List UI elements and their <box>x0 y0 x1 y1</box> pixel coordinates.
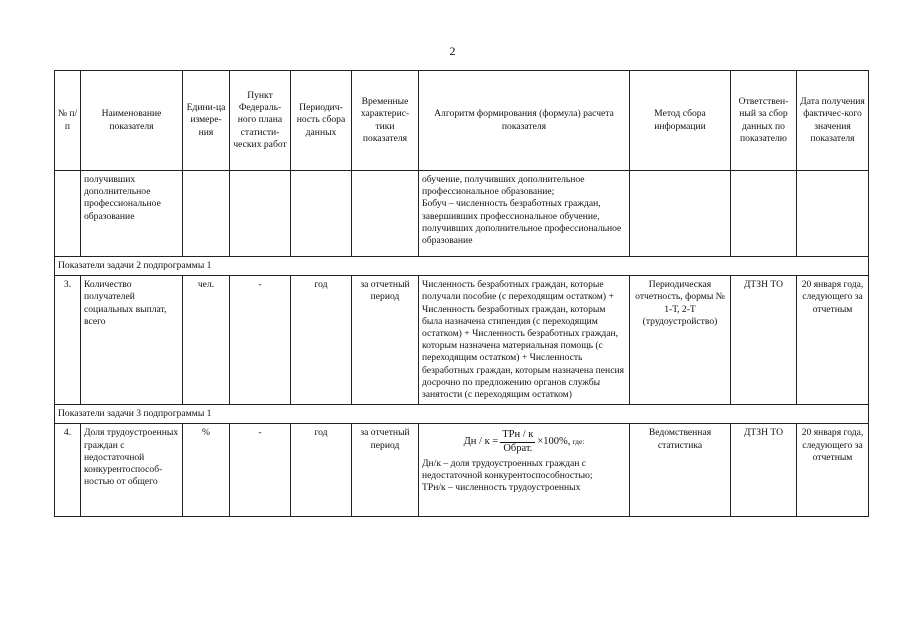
page-number: 2 <box>449 44 456 58</box>
header-row <box>55 71 869 171</box>
header-plan-item: Пункт Федераль-ного плана статисти-ческих работ <box>230 71 291 171</box>
header-time-characteristics: Временные характерис-тики показателя <box>352 71 419 171</box>
section-title-task-3: Показатели задачи 3 подпрограммы 1 <box>55 405 869 424</box>
header-periodicity: Периодич-ность сбора данных <box>291 71 352 171</box>
formula-suffix: где: <box>572 437 585 447</box>
row3-date: 20 января года, следующего за отчетным <box>797 276 869 405</box>
table-row-3 <box>55 276 869 405</box>
formula-lhs: Дн / к = <box>463 436 499 448</box>
row3-num: 3. <box>55 276 81 405</box>
row3-name: Количество получателей социальных выплат, всего <box>81 276 183 405</box>
row3-method: Периодическая отчетность, формы № 1-Т, 2-Т (трудоустройство) <box>630 276 731 405</box>
table-row-4 <box>55 424 869 517</box>
row4-date: 20 января года, следующего за отчетным <box>797 424 869 517</box>
row3-responsible: ДТЗН ТО <box>731 276 797 405</box>
continuation-algorithm-line: Бобуч – численность безработных граждан, завершивших профессиональное обучение, получивших дополнительное профессиональное образование <box>422 198 622 247</box>
header-date: Дата получения фактичес-кого значения показателя <box>797 71 869 171</box>
continuation-name: получивших дополнительное профессиональное образование <box>81 171 183 257</box>
indicators-table <box>54 70 869 517</box>
formula-numerator: ТРн / к <box>500 429 535 442</box>
row3-unit: чел. <box>183 276 230 405</box>
row3-plan-item: - <box>230 276 291 405</box>
row4-method: Ведомственная статистика <box>630 424 731 517</box>
row4-algorithm-line: Дн/к – доля трудоустроенных граждан с недостаточной конкурентоспособностью; <box>422 457 593 482</box>
row3-periodicity: год <box>291 276 352 405</box>
formula-fraction <box>500 429 535 454</box>
header-method: Метод сбора информации <box>630 71 731 171</box>
header-name: Наименование показателя <box>81 71 183 171</box>
row4-plan-item: - <box>230 424 291 517</box>
formula-denominator: Обрат. <box>503 442 533 454</box>
row4-algorithm-line: ТРн/к – численность трудоустроенных <box>422 482 581 494</box>
header-algorithm: Алгоритм формирования (формула) расчета показателя <box>419 71 630 171</box>
row4-num: 4. <box>55 424 81 517</box>
row3-time-characteristics: за отчетный период <box>352 276 419 405</box>
row3-algorithm: Численность безработных граждан, которые получали пособие (с переходящим остатком) + Численность безработных граждан, которым была назначена стипендия (с переходящим остатком) + Численность безработных граждан, которым назначена материальная помощь (с переходящим остатком) + Численность безработных граждан, которым назначена пенсия досрочно по предложению органов службы занятости (с переходящим остатком) <box>419 276 630 405</box>
row4-responsible: ДТЗН ТО <box>731 424 797 517</box>
row4-algorithm <box>419 424 630 517</box>
row4-time-characteristics: за отчетный период <box>352 424 419 517</box>
formula-rhs: ×100%, <box>537 436 571 448</box>
row4-name: Доля трудоустроенных граждан с недостаточной конкурентоспособ-ностью от общего <box>81 424 183 517</box>
row4-formula <box>422 429 626 454</box>
header-num: № п/п <box>55 71 81 171</box>
continuation-algorithm <box>419 171 630 257</box>
section-row-task-2 <box>55 257 869 276</box>
section-row-task-3 <box>55 405 869 424</box>
row4-periodicity: год <box>291 424 352 517</box>
table-row-continuation <box>55 171 869 257</box>
header-responsible: Ответствен-ный за сбор данных по показателю <box>731 71 797 171</box>
continuation-algorithm-line: обучение, получивших дополнительное профессиональное образование; <box>422 174 585 198</box>
header-unit: Едини-ца измере-ния <box>183 71 230 171</box>
row4-unit: % <box>183 424 230 517</box>
section-title-task-2: Показатели задачи 2 подпрограммы 1 <box>55 257 869 276</box>
